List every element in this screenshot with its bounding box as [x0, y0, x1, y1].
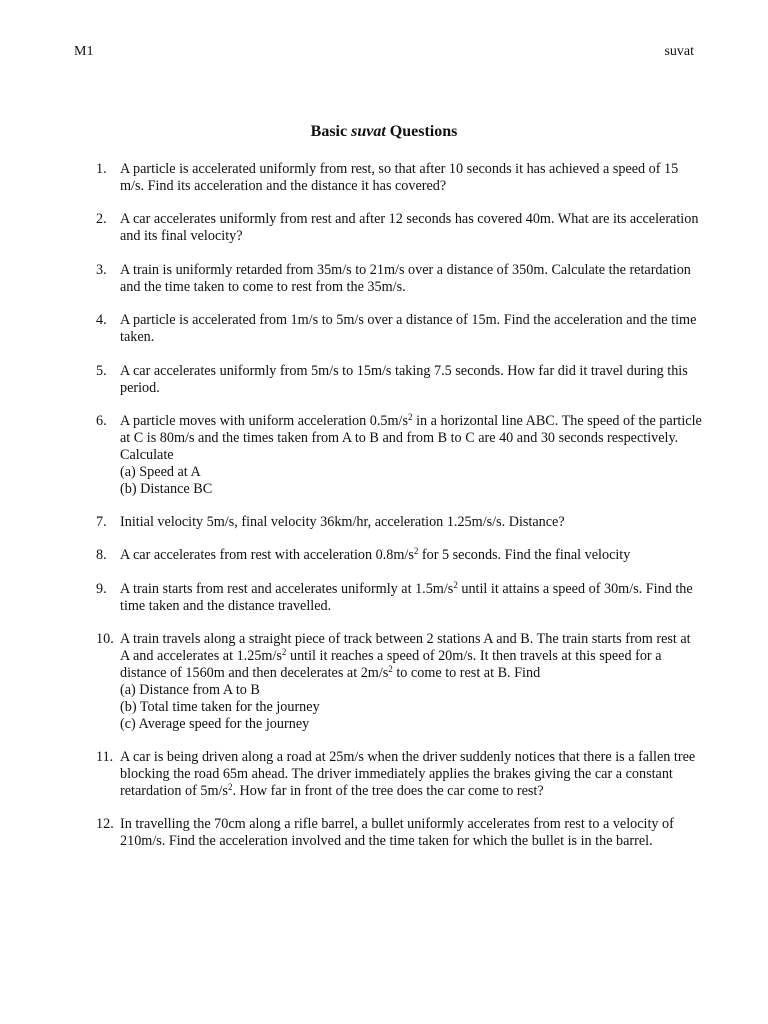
- question-5: [96, 363, 702, 397]
- question-text: A car is being driven along a road at 25m/s when the driver suddenly notices that there is a fallen tree blocking the road 65m ahead. The driver immediately applies the brakes giving the car a constant retardation of $5m/s^2$. How far in front of the tree does the car come to rest?: [120, 749, 696, 799]
- header-module-code: M1: [74, 44, 94, 59]
- question-text: In travelling the 70cm along a rifle barrel, a bullet uniformly accelerates from rest to a velocity of 210m/s. Find the acceleration involved and the time taken for which the bullet is in the barrel.: [120, 816, 674, 849]
- question-number: 5.: [96, 363, 107, 379]
- question-part-c: (c) Average speed for the journey: [120, 716, 310, 732]
- header-topic: suvat: [664, 44, 694, 59]
- question-7: [96, 514, 702, 531]
- question-part-a: (a) Speed at A: [120, 464, 201, 480]
- title-prefix: Basic: [310, 123, 352, 140]
- question-part-b: (b) Distance BC: [120, 481, 213, 497]
- question-number: 6.: [96, 413, 107, 429]
- question-9: [96, 581, 702, 615]
- page-title: [0, 122, 768, 142]
- question-text: A train is uniformly retarded from 35m/s to 21m/s over a distance of 350m. Calculate the retardation and the time taken to come to rest from the 35m/s.: [120, 262, 691, 295]
- question-10: [96, 631, 702, 733]
- question-part-b: (b) Total time taken for the journey: [120, 699, 320, 715]
- question-text: A car accelerates uniformly from rest and after 12 seconds has covered 40m. What are its acceleration and its final velocity?: [120, 211, 699, 244]
- question-number: 9.: [96, 581, 107, 597]
- question-number: 1.: [96, 161, 107, 177]
- question-text: A train travels along a straight piece of track between 2 stations A and B. The train starts from rest at A and accelerates at $1.25m/s^2$ until it reaches a speed of 20m/s. It then travels at this speed for a distance of 1560m and then decelerates at $2m/s^2$ to come to rest at B. Find (a) Distance from A to B (b) Total time taken for the journey (c) Average speed for the journey: [120, 631, 702, 733]
- title-suffix: Questions: [385, 123, 458, 140]
- question-number: 11.: [96, 749, 114, 765]
- question-4: [96, 312, 702, 346]
- question-text: A car accelerates from rest with acceleration $0.8m/s^2$ for 5 seconds. Find the final velocity: [120, 546, 631, 563]
- title-emphasis: suvat: [351, 123, 386, 140]
- question-text: A particle is accelerated from 1m/s to 5m/s over a distance of 15m. Find the acceleration and the time taken.: [120, 312, 697, 345]
- question-number: 2.: [96, 211, 107, 227]
- question-text: A train starts from rest and accelerates uniformly at $1.5m/s^2$ until it attains a speed of 30m/s. Find the time taken and the distance travelled.: [120, 580, 693, 614]
- question-text: A car accelerates uniformly from 5m/s to 15m/s taking 7.5 seconds. How far did it travel during this period.: [120, 363, 688, 396]
- question-number: 12.: [96, 816, 114, 832]
- question-number: 7.: [96, 514, 107, 530]
- question-1: [96, 161, 702, 195]
- question-3: [96, 262, 702, 296]
- question-11: [96, 749, 702, 800]
- question-part-a: (a) Distance from A to B: [120, 682, 260, 698]
- question-text: A particle moves with uniform acceleration $0.5m/s^2$ in a horizontal line ABC. The speed of the particle at C is 80m/s and the times taken from A to B and from B to C are 40 and 30 seconds respectively. Calculate (a) Speed at A (b) Distance BC: [120, 412, 702, 497]
- question-text: A particle is accelerated uniformly from rest, so that after 10 seconds it has achieved a speed of 15 m/s. Find its acceleration and the distance it has covered?: [120, 161, 679, 194]
- question-number: 4.: [96, 312, 107, 328]
- question-2: [96, 211, 702, 245]
- question-number: 8.: [96, 547, 107, 563]
- question-text: Initial velocity 5m/s, final velocity 36km/hr, acceleration 1.25m/s/s. Distance?: [120, 514, 565, 530]
- question-6: [96, 413, 702, 498]
- question-number: 10.: [96, 631, 114, 647]
- question-12: [96, 816, 702, 850]
- question-8: [96, 547, 702, 564]
- question-number: 3.: [96, 262, 107, 278]
